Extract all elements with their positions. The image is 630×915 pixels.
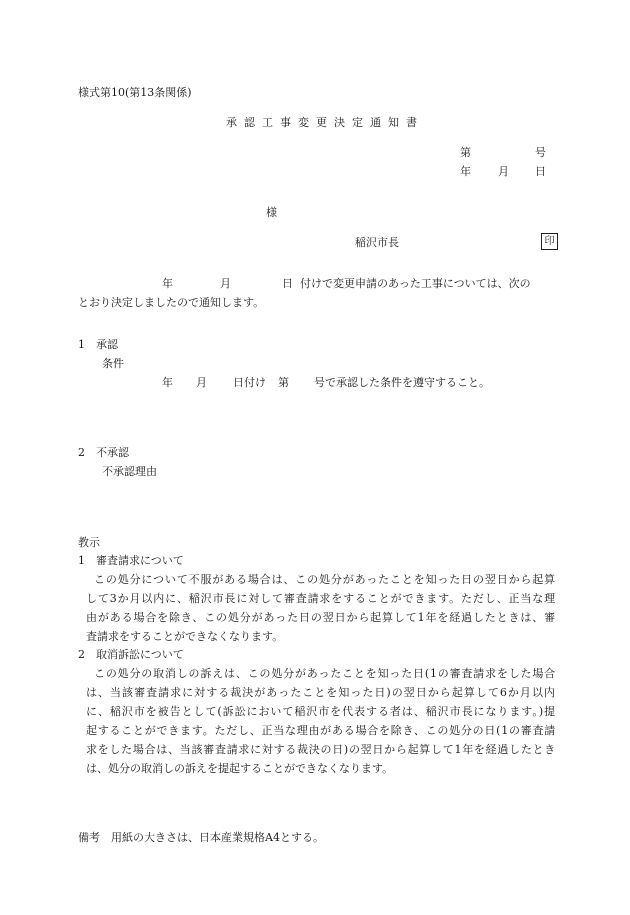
notice-item2-line: 求をした場合は、当該審査請求に対する裁決の日)の翌日から起算して1年を経過したとき — [86, 743, 556, 756]
notice-item1-line: 由がある場合を除き、この処分があった日の翌日から起算して1年を経過したときは、審 — [86, 611, 556, 624]
issuer: 稲沢市長 — [355, 236, 399, 249]
notice-item1-line: 査請求をすることができなくなります。 — [86, 630, 284, 643]
doc-number-prefix: 第 — [460, 146, 471, 159]
intro-month: 月 — [220, 277, 231, 290]
addressee-suffix: 様 — [266, 206, 277, 219]
date-day: 日 — [535, 165, 546, 178]
intro-year: 年 — [162, 277, 173, 290]
notice-item1-heading: 1 審査請求について — [78, 554, 184, 567]
section1-number-prefix: 第 — [278, 376, 289, 389]
notice-item2-line: は、処分の取消しの訴えを提起することができなくなります。 — [86, 762, 394, 775]
notice-item1-line: この処分について不服がある場合は、この処分があったことを知った日の翌日から起算 — [94, 573, 556, 586]
section2-heading: 2 不承認 — [78, 446, 129, 459]
date-year: 年 — [460, 165, 471, 178]
section1-heading: 1 承認 — [78, 338, 118, 351]
section1-year: 年 — [162, 376, 173, 389]
seal-mark: 印 — [541, 233, 558, 250]
notice-item2-line: に、稲沢市を被告として(訴訟において稲沢市を代表する者は、稲沢市長になります。)提 — [86, 705, 556, 718]
section1-month: 月 — [196, 376, 207, 389]
notice-item2-line: 起することができます。ただし、正当な理由がある場合を除き、この処分の日(1の審査請 — [86, 724, 556, 737]
intro-line1: 付けで変更申請のあった工事については、次の — [300, 277, 531, 290]
notice-item2-line: は、当該審査請求に対する裁決があったことを知った日)の翌日から起算して6か月以内 — [86, 686, 556, 699]
notice-item2-heading: 2 取消訴訟について — [78, 648, 184, 661]
section2-sub: 不承認理由 — [102, 465, 157, 478]
intro-day: 日 — [282, 277, 293, 290]
form-number: 様式第10(第13条関係) — [78, 86, 192, 99]
notice-item2-line: この処分の取消しの訴えは、この処分があったことを知った日(1の審査請求をした場合 — [94, 667, 556, 680]
document-title: 承認工事変更決定通知書 — [226, 116, 424, 129]
section1-dated: 日付け — [233, 376, 266, 389]
doc-number-suffix: 号 — [535, 146, 546, 159]
date-month: 月 — [498, 165, 509, 178]
section1-number-suffix: 号で承認した条件を遵守すること。 — [314, 376, 490, 389]
remarks: 備考 用紙の大きさは、日本産業規格A4とする。 — [78, 831, 324, 844]
section1-sub: 条件 — [102, 357, 124, 370]
intro-line2: とおり決定しましたので通知します。 — [78, 296, 265, 309]
notice-item1-line: して3か月以内に、稲沢市長に対して審査請求をすることができます。ただし、正当な理 — [86, 592, 556, 605]
notice-heading: 教示 — [78, 536, 100, 549]
